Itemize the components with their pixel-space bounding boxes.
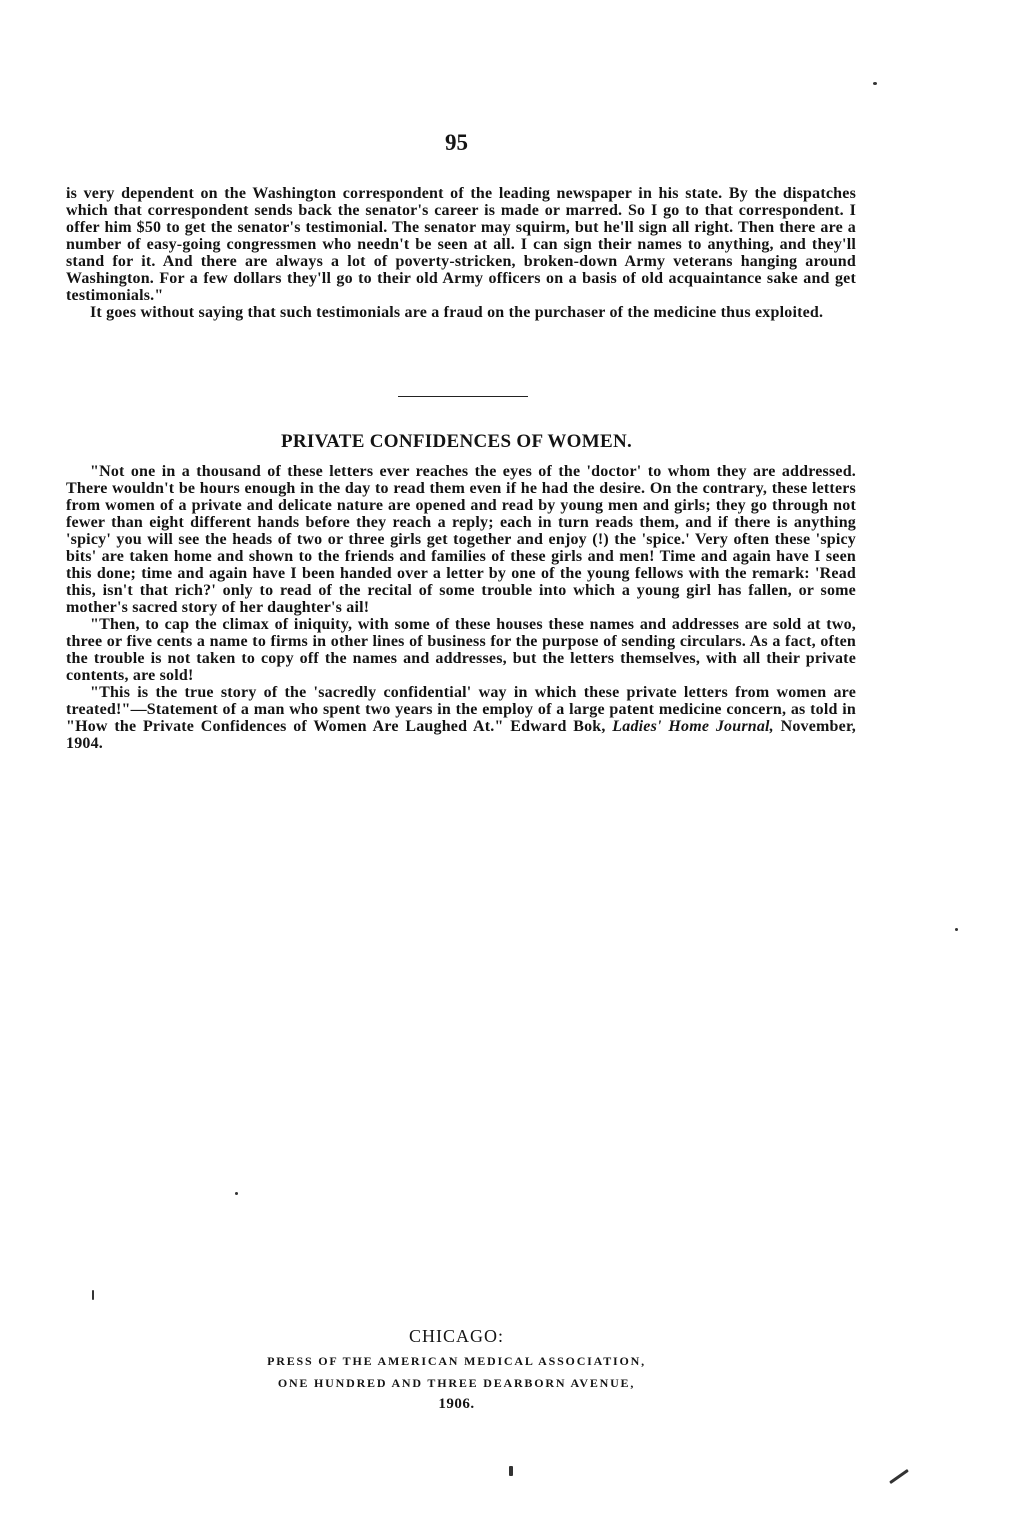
section-paragraph: "Not one in a thousand of these letters ever reaches the eyes of the 'doctor' to whom they are addressed. There wouldn't be hours enough in the day to read them even if he had the desire. On the contrary, these letters from women of a private and delicate nature are opened and read by young men and girls; they go through not fewer than eight different hands before they reach a reply; each in turn reads them, and if there is anything 'spicy' you will see the heads of two or three girls get together and enjoy (!) the 'spice.' Very often these 'spicy bits' are taken home and shown to the friends and families of these girls and men! Time and again have I seen this done; time and again have I been handed over a letter by one of the young fellows with the remark: 'Read this, isn't that rich?' only to read of the recital of some trouble into which a young girl has fallen, or some mother's sacred story of her daughter's ail! [66,463,856,616]
section-body [66,463,856,752]
section-divider [398,396,528,397]
scan-speck [235,1192,238,1195]
imprint-press: PRESS OF THE AMERICAN MEDICAL ASSOCIATION, [267,1354,646,1368]
closing-text: "This is the true story of the 'sacredly confidential' way in which these private letters from women are treated!"—Statement of a man who spent two years in the employ of a large patent medicine concern, as told in "How the Private Confidences of Women Are Laughed At." Edward Bok, [66,684,856,735]
publication-date: November, 1904. [66,718,856,752]
imprint-year: 1906. [438,1396,475,1412]
publication-title: Ladies' Home Journal, [612,718,774,735]
imprint-address: ONE HUNDRED AND THREE DEARBORN AVENUE, [277,1376,636,1390]
section-paragraph: "Then, to cap the climax of iniquity, with some of these houses these names and addresses are sold at two, three or five cents a name to firms in other lines of business for the purpose of sending circulars. As a fact, often the trouble is not taken to copy off the names and addresses, but the letters themselves, with all their private contents, are sold! [66,616,856,684]
section-heading: PRIVATE CONFIDENCES OF WOMEN. [280,431,633,452]
imprint-city: CHICAGO: [408,1326,504,1346]
page-number: 95 [445,130,468,155]
scan-speck [509,1466,513,1476]
intro-text [66,185,856,321]
scan-speck [92,1290,94,1300]
scan-speck [955,928,958,931]
scan-speck [889,1469,909,1484]
scan-speck [873,82,877,85]
intro-paragraph: is very dependent on the Washington correspondent of the leading newspaper in his state. By the dispatches which that correspondent sends back the senator's career is made or marred. So I go to that correspondent. I offer him $50 to get the senator's testimonial. The senator may squirm, but he'll sign all right. Then there are a number of easy-going congressmen who needn't be seen at all. I can sign their names to anything, and they'll stand for it. And there are always a lot of poverty-stricken, broken-down Army veterans hanging around Washington. For a few dollars they'll go to their old Army officers on a basis of old acquaintance sake and get testimonials." [66,185,856,304]
intro-paragraph: It goes without saying that such testimonials are a fraud on the purchaser of the medicine thus exploited. [90,304,824,321]
section-closing-paragraph [66,684,856,752]
